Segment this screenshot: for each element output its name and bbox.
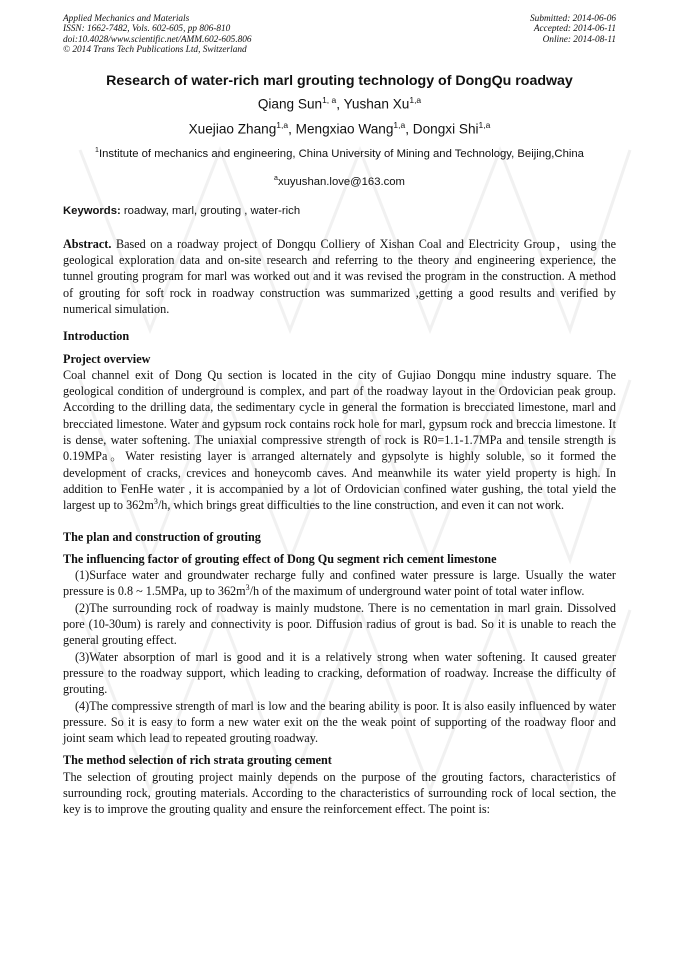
keywords (63, 204, 616, 218)
submitted-date: Submitted: 2014-06-06 (530, 14, 616, 24)
factor-item-4: (4)The compressive strength of marl is low and the bearing ability is poor. It is also easily influenced by water pressure. So it is easy to form a new water exit on the the weak point of supporting of the roadway floor and joint seam which lead to repeated grouting roadway. (63, 698, 616, 746)
accepted-date: Accepted: 2014-06-11 (533, 24, 616, 35)
item-text: (1)Surface water and groundwater recharge fully and confined water pressure is large. Usually the water pressure is 0.8 ~ 1.5MPa, up to 362m (63, 568, 616, 599)
superscript: 3 (153, 497, 158, 507)
author-affiliation-mark: 1, a (322, 95, 337, 106)
superscript: 3 (245, 583, 250, 593)
copyright-line: © 2014 Trans Tech Publications Ltd, Switzerland (63, 44, 247, 55)
author-separator: , (405, 121, 413, 137)
journal-name: Applied Mechanics and Materials (63, 14, 190, 24)
author-name: Xuejiao Zhang (188, 121, 277, 137)
subsection-heading-method: The method selection of rich strata grouting cement (63, 753, 332, 768)
paper-title: Research of water-rich marl grouting technology of DongQu roadway (106, 73, 573, 90)
email-address: xuyushan.love@163.com (277, 175, 405, 188)
contact-email (63, 172, 616, 189)
keywords-label: Keywords: (63, 204, 121, 217)
abstract-text: Based on a roadway project of Dongqu Colliery of Xishan Coal and Electricity Group，using the geological exploration data and on-site research and referring to the theory and engineering experience, the tunnel grouting program for marl was worked out and it was revised the program in the construction. A method of grouting for soft rock in roadway construction was summarized ,getting a good results and verified by numerical simulation. (63, 236, 616, 316)
overview-text: Coal channel exit of Dong Qu section is located in the city of Gujiao Dongqu mine industry square. The geological condition of underground is complex, and part of the roadway layout in the Ordovician peak group. According to the drilling data, the sedimentary cycle in general the formation is brecciated limestone, marl and brecciated limestone. Water and gypsum rock contains rock hole for marl, gypsum rock and breccia limestone. It is dense, water softening. The uniaxial compressive strength of rock is R0=1.1-1.7MPa and tensile strength is 0.19MPa。Water resisting layer is arranged alternately and gypsolyte is highly soluble, so it formed the development of cracks, crevices and honeycomb caves. And meanwhile its water yield property is high. In addition to FenHe water , it is accompanied by a lot of Ordovician confined water gushing, the total yield the largest up to 362m (63, 367, 616, 513)
author-affiliation-mark: 1,a (276, 119, 289, 130)
section-heading-introduction: Introduction (63, 329, 130, 344)
affiliation-mark: 1 (95, 147, 99, 155)
overview-text-end: /h, which brings great difficulties to the line construction, and even it can not work. (157, 498, 565, 513)
abstract-label: Abstract. (63, 236, 112, 251)
issn-line: ISSN: 1662-7482, Vols. 602-605, pp 806-810 (63, 24, 231, 35)
author-separator: , (336, 96, 344, 112)
author-line-1 (63, 90, 616, 115)
author-affiliation-mark: 1,a (393, 119, 406, 130)
author-line-2 (63, 115, 616, 140)
factor-item-1 (63, 567, 616, 600)
author-affiliation-mark: 1,a (478, 119, 491, 130)
author-separator: , (288, 121, 296, 137)
factor-item-3: (3)Water absorption of marl is good and it is a relatively strong when water softening. It caused greater pressure to the roadway support, which leading to cracking, deformation of roadway. Increase the difficulty of grouting. (63, 649, 616, 697)
email-mark: a (274, 175, 278, 183)
affiliation (63, 144, 616, 161)
section-heading-plan: The plan and construction of grouting (63, 529, 261, 544)
overview-paragraph (63, 367, 616, 514)
method-paragraph: The selection of grouting project mainly depends on the purpose of the grouting factors, characteristics of surrounding rock, grouting materials. According to the characteristics of surrounding rock of local section, the key is to improve the grouting quality and ensure the reinforcement effect. The point is: (63, 769, 616, 817)
author-affiliation-mark: 1,a (409, 95, 422, 106)
factor-item-2: (2)The surrounding rock of roadway is mainly mudstone. There is no cementation in marl grain. Dissolved pore (10-30um) is rarely and connectivity is poor. Diffusion radius of grout is bad. So it is unable to reach the general grouting effect. (63, 600, 616, 648)
online-date: Online: 2014-08-11 (542, 34, 616, 45)
affiliation-text: Institute of mechanics and engineering, China University of Mining and Technology, Beijing,China (98, 148, 584, 161)
abstract (63, 236, 616, 317)
journal-header (63, 14, 616, 55)
doi-line: doi:10.4028/www.scientific.net/AMM.602-605.806 (63, 34, 252, 45)
keywords-text: roadway, marl, grouting , water-rich (120, 204, 301, 217)
author-name: Qiang Sun (257, 96, 323, 112)
item-text-end: /h of the maximum of underground water point of total water inflow. (249, 584, 585, 599)
author-name: Yushan Xu (343, 96, 410, 112)
author-name: Mengxiao Wang (295, 121, 394, 137)
subsection-heading-overview: Project overview (63, 351, 151, 366)
author-name: Dongxi Shi (412, 121, 479, 137)
subsection-heading-factors: The influencing factor of grouting effect of Dong Qu segment rich cement limestone (63, 551, 497, 566)
